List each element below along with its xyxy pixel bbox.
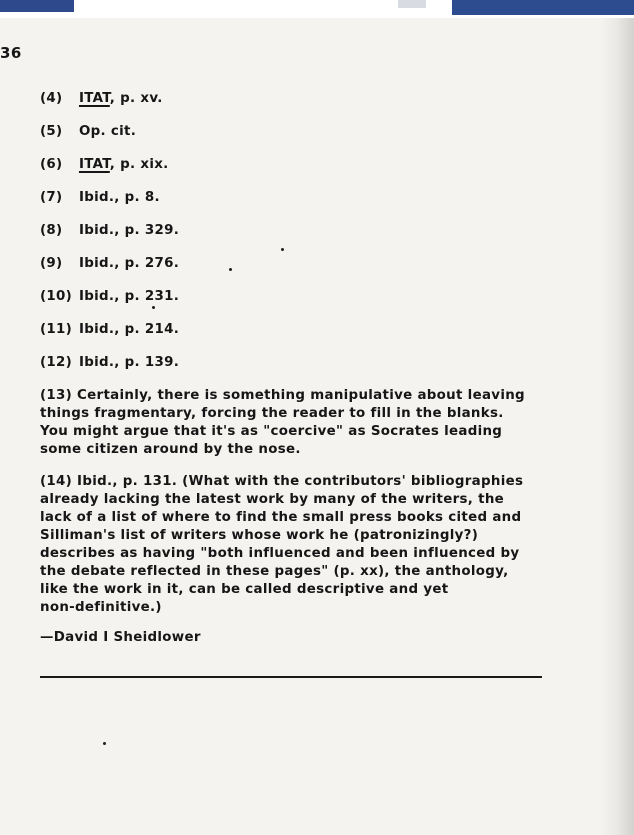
endnote-number: (11) bbox=[40, 322, 73, 337]
endnote-text: Ibid., p. 214. bbox=[78, 322, 180, 337]
page-number: 36 bbox=[0, 44, 22, 62]
endnote-title-underlined: ITAT bbox=[78, 157, 110, 172]
endnote-line: things fragmentary, forcing the reader to fill in the blanks. bbox=[40, 406, 504, 421]
endnotes-list bbox=[40, 90, 540, 631]
endnote-9 bbox=[40, 255, 540, 273]
endnote-text: Ibid., p. 139. bbox=[78, 355, 180, 370]
endnote-number: (9) bbox=[40, 256, 63, 271]
endnote-line: the debate reflected in these pages" (p. xx), the anthology, bbox=[40, 564, 509, 579]
endnote-11 bbox=[40, 321, 540, 339]
endnote-number: (6) bbox=[40, 157, 63, 172]
endnote-title-underlined: ITAT bbox=[78, 91, 110, 106]
endnote-line: non-definitive.) bbox=[40, 600, 162, 615]
author-signature: —David I Sheidlower bbox=[40, 630, 201, 645]
endnote-number: (14) bbox=[40, 474, 73, 489]
scan-edge-tab-right bbox=[452, 0, 634, 15]
endnote-text: Ibid., p. 131. (What with the contributors' bibliographies bbox=[77, 474, 524, 489]
ink-speck bbox=[152, 306, 155, 309]
endnote-number: (13) bbox=[40, 388, 73, 403]
scan-edge-tab-middle bbox=[398, 0, 426, 8]
endnote-number: (5) bbox=[40, 124, 63, 139]
endnote-6 bbox=[40, 156, 540, 174]
endnote-text: , p. xix. bbox=[109, 157, 169, 172]
page-edge-shadow bbox=[600, 18, 634, 835]
ink-speck bbox=[281, 248, 284, 251]
endnote-line: Silliman's list of writers whose work he (patronizingly?) bbox=[40, 528, 479, 543]
endnote-number: (12) bbox=[40, 355, 73, 370]
endnote-4 bbox=[40, 90, 540, 108]
endnote-text: Ibid., p. 231. bbox=[78, 289, 180, 304]
scan-edge-tab-left bbox=[0, 0, 74, 12]
endnote-14 bbox=[40, 473, 540, 617]
endnote-line: describes as having "both influenced and been influenced by bbox=[40, 546, 520, 561]
closing-rule bbox=[40, 676, 542, 678]
endnote-10 bbox=[40, 288, 540, 306]
endnote-line: lack of a list of where to find the small press books cited and bbox=[40, 510, 522, 525]
endnote-line: like the work in it, can be called descriptive and yet bbox=[40, 582, 449, 597]
ink-speck bbox=[103, 742, 106, 745]
endnote-text: , p. xv. bbox=[109, 91, 163, 106]
endnote-line: You might argue that it's as "coercive" as Socrates leading bbox=[40, 424, 503, 439]
endnote-line bbox=[40, 473, 540, 491]
ink-speck bbox=[229, 268, 232, 271]
endnote-text: Op. cit. bbox=[78, 124, 137, 139]
endnote-5 bbox=[40, 123, 540, 141]
endnote-number: (10) bbox=[40, 289, 73, 304]
endnote-line: some citizen around by the nose. bbox=[40, 442, 301, 457]
endnote-text: Ibid., p. 276. bbox=[78, 256, 180, 271]
endnote-line bbox=[40, 387, 540, 405]
endnote-text: Certainly, there is something manipulative about leaving bbox=[77, 388, 525, 403]
endnote-number: (4) bbox=[40, 91, 63, 106]
endnote-number: (8) bbox=[40, 223, 63, 238]
endnote-7 bbox=[40, 189, 540, 207]
endnote-12 bbox=[40, 354, 540, 372]
endnote-text: Ibid., p. 329. bbox=[78, 223, 180, 238]
endnote-8 bbox=[40, 222, 540, 240]
endnote-text: Ibid., p. 8. bbox=[78, 190, 160, 205]
endnote-13 bbox=[40, 387, 540, 459]
endnote-line: already lacking the latest work by many of the writers, the bbox=[40, 492, 505, 507]
endnote-number: (7) bbox=[40, 190, 63, 205]
